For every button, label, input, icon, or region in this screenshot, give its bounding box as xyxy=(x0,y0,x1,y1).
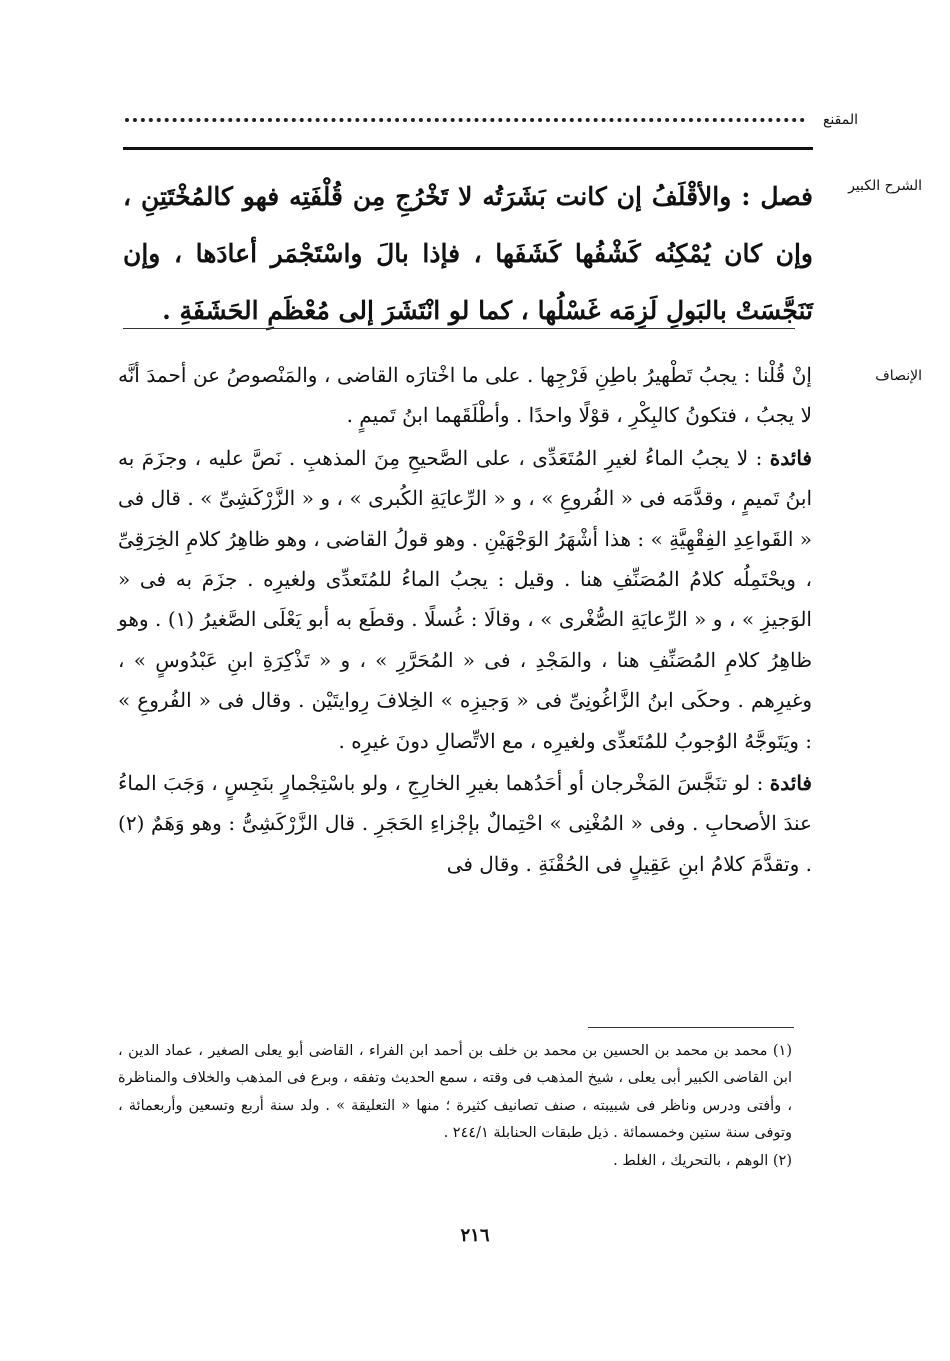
insaf-text-block xyxy=(118,355,812,884)
footnote: (٢) الوهم ، بالتحريك ، الغلط . xyxy=(613,1152,792,1169)
insaf-paragraph xyxy=(118,763,812,884)
insaf-paragraph-lead: فائدة xyxy=(769,445,812,470)
footnote-separator xyxy=(588,1027,794,1028)
section-divider xyxy=(123,328,795,329)
insaf-paragraph-text: : لا يجبُ الماءُ لغيرِ المُتَعَدِّى ، على الصَّحيحِ مِنَ المذهبِ . نَصَّ عليه ، وجزَمَ به ابنُ تَميمٍ ، وقدَّمَه فى « الفُروعِ » ، و « الرِّعايَةِ الكُبرى » ، و « الزَّرْكَشِىِّ » . قال فى « القَواعِدِ الفِقْهِيَّةِ » : هذا أشْهَرُ الوَجْهَيْنِ . وهو قولُ القاضى ، وهو ظاهِرُ كلامِ الخِرَقِىِّ ، ويحْتَمِلُه كلامُ المُصَنِّفِ هنا . وقيل : يجبُ الماءُ للمُتَعدِّى ولغيرِه . جزَمَ به فى « الوَجيزِ » ، و « الرِّعايَةِ الصُّغْرى » ، وقالَا : غُسلًا . وقطَع به أبو يَعْلَى الصَّغيرُ (١) . وهو ظاهِرُ كلامِ المُصَنِّفِ هنا ، والمَجْدِ ، فى « المُحَرَّرِ » ، و « تَذْكِرَةِ ابنِ عَبْدُوسٍ » ، وغيرِهم . وحكَى ابنُ الزَّاغُونِىِّ فى « وَجيزِه » الخِلافَ رِوايتَيْن . وقال فى « الفُروعِ » : ويَتَوجَّهُ الوُجوبُ للمُتَعدِّى ولغيرِه ، مع الاتِّصالِ دونَ غيرِه . xyxy=(118,445,812,753)
insaf-paragraph xyxy=(118,438,812,761)
sharh-body-text: : والأقْلَفُ إن كانت بَشَرَتُه لا تَخْرُجِ مِن قُلْفَتِه فهو كالمُخْتَتِنِ ، وإن كان يُمْكِنُه كَشْفُها كَشَفَها ، فإذا بالَ واسْتَجْمَر أعادَها ، وإن تَنَجَّسَتْ بالبَولِ لَزِمَه غَسْلُها ، كما لو انْتَشَرَ إلى مُعْظَمِ الحَشَفَةِ . xyxy=(123,182,813,325)
insaf-section-label: الإنصاف xyxy=(875,368,922,384)
book-title: المقنع xyxy=(822,112,858,128)
insaf-paragraph-text: : لو تنَجَّسَ المَخْرجان أو أحَدُهما بغيرِ الخارِجِ ، ولو باسْتِجْمارٍ بنَجِسٍ ، وَجَبَ الماءُ عندَ الأصحابِ . وفى « المُغْنِى » احْتِمالٌ بإجْزاءِ الحَجَرِ . قال الزَّرْكَشِىُّ : وهو وَهَمٌ (٢) . وتقدَّمَ كلامُ ابنِ عَقِيلٍ فى الحُقْنَةِ . وقال فى xyxy=(118,771,812,876)
sharh-section-label: الشرح الكبير xyxy=(848,178,922,194)
sharh-text-block xyxy=(123,168,813,339)
sharh-paragraph xyxy=(123,168,813,339)
insaf-paragraph xyxy=(118,355,812,436)
footnote: (١) محمد بن محمد بن الحسين بن محمد بن خلف بن أحمد ابن الفراء ، القاضى أبو يعلى الصغير ، عماد الدين ، ابن القاضى الكبير أبى يعلى ، شيخ المذهب فى وقته ، سمع الحديث وتفقه ، وبرع فى المذهب والخلاف والمناظرة ، وأفتى ودرس وناظر فى شبيبته ، صنف تصانيف كثيرة ؛ منها « التعليقة » . ولد سنة أربع وتسعين وأربعمائة ، وتوفى سنة ستين وخمسمائة . ذيل طبقات الحنابلة ٢٤٤/١ . xyxy=(118,1043,792,1142)
footnotes-block xyxy=(118,1038,792,1175)
insaf-paragraph-lead: فائدة xyxy=(769,771,812,796)
sharh-lead-word: فصل xyxy=(760,182,813,211)
page-number: ٢١٦ xyxy=(460,1225,490,1246)
header-dotted-rule xyxy=(125,106,805,122)
insaf-paragraph-text: إنْ قُلْنا : يجبُ تَطْهيرُ باطِنِ فَرْجِها . على ما اخْتارَه القاضى ، والمَنْصوصُ عن أحمدَ أنَّه لا يجبُ ، فتكونُ كالبِكْرِ ، قوْلًا واحدًا . وأطْلَقَهما ابنُ تَميمٍ . xyxy=(118,363,812,428)
header-thick-rule xyxy=(123,147,813,150)
